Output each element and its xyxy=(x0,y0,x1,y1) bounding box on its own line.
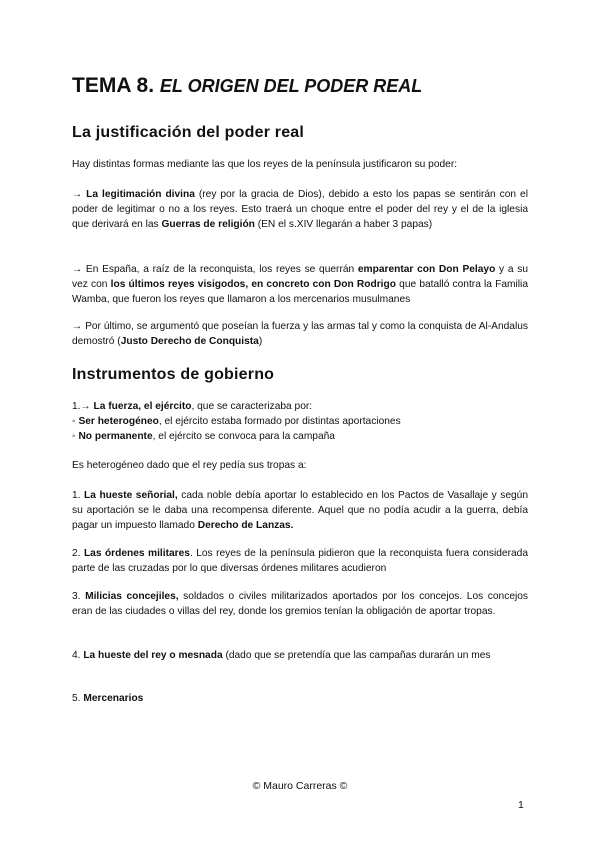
list-item-fuerza: 1.→ La fuerza, el ejército, que se caracterizaba por: ◦ Ser heterogéneo, el ejército estaba formado por distintas aportaciones ◦ No permanente, el ejército se convoca para la campaña xyxy=(72,401,401,442)
title-subtitle: EL ORIGEN DEL PODER REAL xyxy=(159,76,423,96)
list-item-hueste-rey: 4. La hueste del rey o mesnada (dado que se pretendía que las campañas durarán un mes xyxy=(72,650,491,661)
list-item-milicias: 3. Milicias concejiles, soldados o civiles militarizados aportados por los concejos. Los concejos eran de las ciudades o villas del rey, donde los gremios tenían la obligación de aportar tropas. xyxy=(72,591,529,617)
page-number: 1 xyxy=(518,799,524,811)
page-title xyxy=(72,74,422,98)
paragraph-conquista: → Por último, se argumentó que poseían la fuerza y las armas tal y como la conquista de Al-Andalus demostró (Justo Derecho de Conquista) xyxy=(72,321,528,347)
list-item-ordenes-militares: 2. Las órdenes militares. Los reyes de la península pidieron que la reconquista fuera considerada parte de las cruzadas por lo que diversas órdenes militares acudieron xyxy=(72,548,528,574)
section-heading-justificacion: La justificación del poder real xyxy=(72,124,305,141)
paragraph-legitimacion: → La legitimación divina (rey por la gracia de Dios), debido a esto los papas se sentirán con el poder de legitimar o no a los reyes. Esto traerá un choque entre el poder del rey y el de la iglesia que derivará en las Guerras de religión (EN el s.XIV llegarán a haber 3 papas) xyxy=(72,189,528,230)
list-item-hueste-senorial: 1. La hueste señorial, cada noble debía aportar lo establecido en los Pactos de Vasallaje y según su aportación se le daba una recompensa diferente. Aquel que no podía acudir a la guerra, debía pagar un impuesto llamado Derecho de Lanzas. xyxy=(72,490,528,531)
intro-paragraph: Hay distintas formas mediante las que los reyes de la península justificaron su poder: xyxy=(72,159,458,170)
bullet-icon: ◦ xyxy=(72,431,79,442)
list-item-mercenarios: 5. Mercenarios xyxy=(72,693,144,704)
paragraph-espana: → En España, a raíz de la reconquista, los reyes se querrán emparentar con Don Pelayo y a su vez con los últimos reyes visigodos, en concreto con Don Rodrigo que batalló contra la Familia Wamba, que fueron los reyes que llamaron a los mercenarios musulmanes xyxy=(72,264,528,305)
footer-credit: © Mauro Carreras © xyxy=(252,780,348,792)
title-number: TEMA 8. xyxy=(72,74,155,97)
bullet-icon: ◦ xyxy=(72,416,79,427)
section-heading-instrumentos: Instrumentos de gobierno xyxy=(72,366,275,383)
paragraph-heterogeneo: Es heterogéneo dado que el rey pedía sus tropas a: xyxy=(72,460,307,471)
